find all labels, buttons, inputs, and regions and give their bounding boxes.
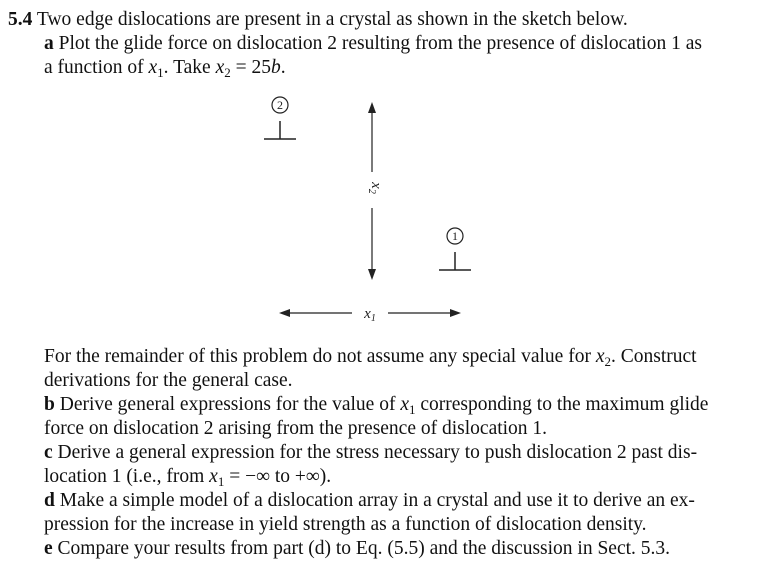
part-b-line-2 — [44, 417, 547, 441]
var-x1-sub: 1 — [157, 65, 164, 80]
part-d-text-2: pression for the increase in yield strength as a function of dislocation density. — [44, 514, 647, 535]
problem-number: 5.4 — [8, 9, 33, 30]
remainder-line-1 — [44, 345, 697, 369]
problem-intro-line — [8, 8, 628, 32]
part-e-line-1 — [44, 537, 670, 561]
part-c-text-1: Derive a general expression for the stress necessary to push dislocation 2 past dis- — [57, 442, 698, 463]
part-b-letter: b — [44, 394, 55, 415]
var-x1: x — [148, 57, 158, 78]
part-b-var-sub: 1 — [408, 402, 416, 417]
part-c-text-3: = −∞ to +∞). — [224, 466, 332, 487]
arrow-up-icon — [368, 102, 376, 113]
part-b-var: x — [400, 394, 409, 415]
var-x2: x — [215, 57, 225, 78]
arrow-down-icon — [368, 269, 376, 280]
part-b-text-3: force on dislocation 2 arising from the presence of dislocation 1. — [44, 418, 548, 439]
arrow-right-icon — [450, 309, 461, 317]
remainder-text-1: For the remainder of this problem do not assume any special value for — [44, 346, 596, 367]
remainder-text-3: derivations for the general case. — [44, 370, 293, 391]
remainder-line-2 — [44, 369, 293, 393]
part-a-period: . — [280, 57, 286, 78]
part-c-var: x — [209, 466, 218, 487]
problem-intro: Two edge dislocations are present in a crystal as shown in the sketch below. — [36, 9, 628, 30]
part-d-line-2 — [44, 513, 647, 537]
part-b-text-1: Derive general expressions for the value of — [59, 394, 401, 415]
remainder-text-2: . Construct — [610, 346, 697, 367]
part-a-line-2 — [44, 56, 286, 80]
x2-dimension-arrow — [366, 102, 384, 280]
dislocation-2 — [264, 97, 296, 139]
arrow-left-icon — [279, 309, 290, 317]
part-e-letter: e — [44, 538, 53, 559]
part-a-value: = 25 — [230, 57, 271, 78]
part-c-text-2: location 1 (i.e., from — [44, 466, 210, 487]
remainder-var: x — [595, 346, 605, 367]
dislocation-1-number: 1 — [452, 229, 458, 243]
part-a-text-2: a function of — [44, 57, 149, 78]
x2-label: $x_2$ — [366, 182, 384, 194]
part-c-var-sub: 1 — [217, 474, 225, 489]
dislocation-1 — [439, 228, 471, 270]
part-c-line-1 — [44, 441, 697, 465]
part-a-letter: a — [44, 33, 54, 54]
part-e-text-1: Compare your results from part (d) to Eq. (5.5) and the discussion in Sect. 5.3. — [57, 538, 671, 559]
dislocation-2-circle — [272, 97, 288, 113]
dislocation-1-circle — [447, 228, 463, 244]
burgers-b: b — [270, 57, 281, 78]
var-x2-sub: 2 — [224, 65, 231, 80]
part-c-letter: c — [44, 442, 53, 463]
part-d-line-1 — [44, 489, 695, 513]
part-b-line-1 — [44, 393, 708, 417]
part-d-letter: d — [44, 490, 55, 511]
part-a-text-3: . Take — [163, 57, 216, 78]
part-c-line-2 — [44, 465, 331, 489]
dislocation-2-number: 2 — [277, 98, 283, 112]
part-a-text-1: Plot the glide force on dislocation 2 resulting from the presence of dislocation 1 as — [58, 33, 702, 54]
remainder-var-sub: 2 — [604, 354, 611, 369]
x1-dimension-arrow — [279, 306, 461, 324]
part-b-text-2: corresponding to the maximum glide — [415, 394, 709, 415]
part-d-text-1: Make a simple model of a dislocation array in a crystal and use it to derive an ex- — [59, 490, 695, 511]
x1-label: $x_1$ — [364, 306, 376, 324]
part-a-line-1 — [44, 32, 702, 56]
